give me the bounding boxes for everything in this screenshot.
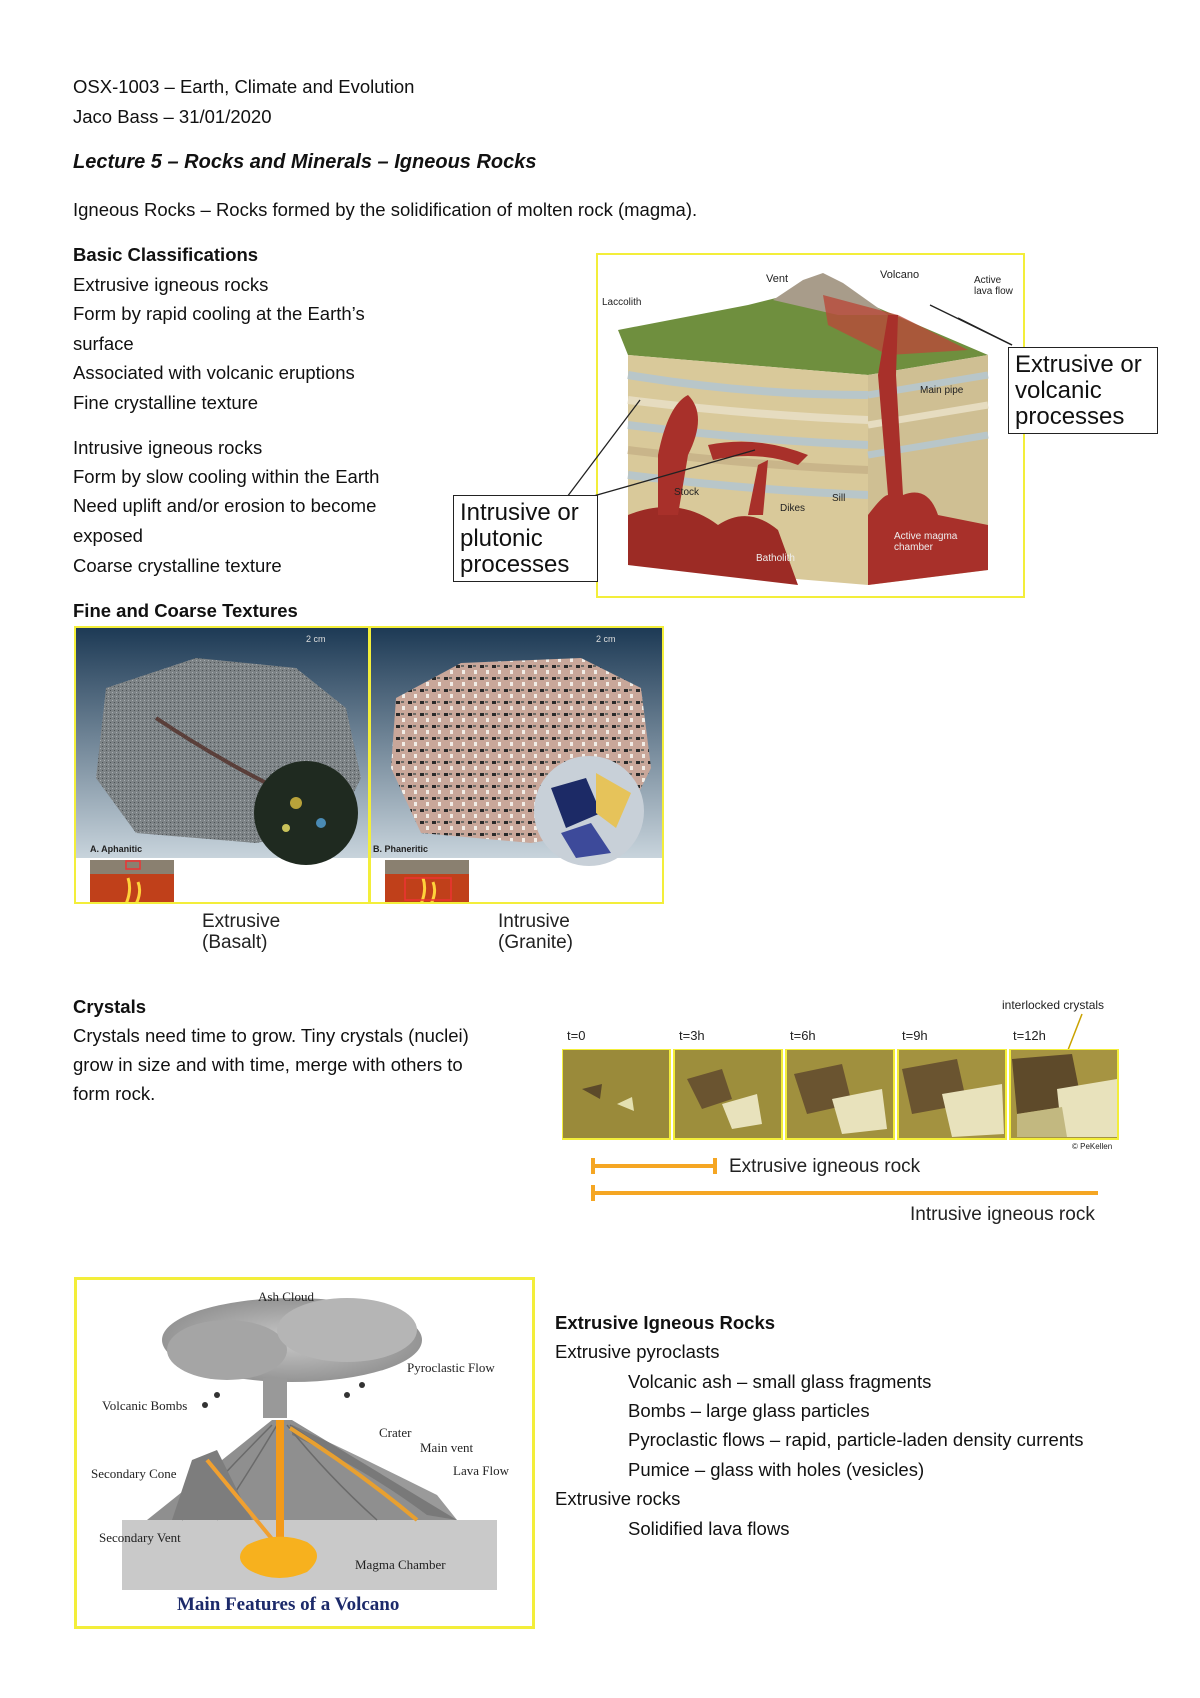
callout-extrusive-processes bbox=[1008, 347, 1158, 434]
crystals-line-1: Crystals need time to grow. Tiny crystals (nuclei) bbox=[73, 1025, 469, 1046]
intrusive-line-4: exposed bbox=[73, 525, 143, 546]
basalt-sample-image bbox=[76, 628, 370, 904]
extrusive-line-2: Form by rapid cooling at the Earth’s bbox=[73, 303, 365, 324]
textures-heading: Fine and Coarse Textures bbox=[73, 600, 298, 621]
time-label-3h: t=3h bbox=[679, 1028, 705, 1043]
intrusive-bar-label: Intrusive igneous rock bbox=[910, 1204, 1095, 1225]
extrusive-rock-item-lava: Solidified lava flows bbox=[628, 1518, 790, 1539]
crystal-growth-sequence bbox=[562, 1049, 1120, 1141]
extrusive-caption-line-1: Extrusive bbox=[202, 911, 281, 932]
label-active-lava-flow: Active lava flow bbox=[974, 275, 1013, 297]
label-pyroclastic-flow: Pyroclastic Flow bbox=[407, 1360, 495, 1375]
pyroclast-item-ash: Volcanic ash – small glass fragments bbox=[628, 1371, 932, 1392]
callout-intrusive-line-1: Intrusive or bbox=[460, 499, 579, 526]
intrusive-caption-line-2: (Granite) bbox=[498, 932, 573, 953]
intrusive-timescale-bar bbox=[593, 1185, 1098, 1201]
label-ash-cloud: Ash Cloud bbox=[258, 1289, 314, 1304]
callout-extrusive-line-1: Extrusive or bbox=[1015, 351, 1142, 378]
extrusive-line-4: Associated with volcanic eruptions bbox=[73, 362, 355, 383]
basic-classifications-heading: Basic Classifications bbox=[73, 244, 259, 265]
callout-extrusive-line-2: volcanic bbox=[1015, 377, 1102, 404]
time-label-9h: t=9h bbox=[902, 1028, 928, 1043]
callout-intrusive-processes bbox=[453, 495, 598, 582]
label-phaneritic: B. Phaneritic bbox=[373, 844, 429, 854]
label-aphanitic: A. Aphanitic bbox=[90, 844, 143, 854]
callout-intrusive-line-3: processes bbox=[460, 551, 570, 578]
callout-intrusive-line-2: plutonic bbox=[460, 525, 543, 552]
crystals-heading: Crystals bbox=[73, 996, 147, 1017]
pyroclast-item-bombs: Bombs – large glass particles bbox=[628, 1400, 870, 1421]
label-crater: Crater bbox=[379, 1425, 412, 1440]
label-batholith: Batholith bbox=[756, 553, 795, 564]
interlocked-crystals-label: interlocked crystals bbox=[1002, 998, 1105, 1012]
pyroclasts-heading: Extrusive pyroclasts bbox=[555, 1341, 720, 1362]
label-volcano: Volcano bbox=[880, 269, 920, 281]
intrusive-line-1: Intrusive igneous rocks bbox=[73, 437, 263, 458]
extrusive-line-1: Extrusive igneous rocks bbox=[73, 274, 269, 295]
volcano-features-diagram bbox=[74, 1277, 535, 1629]
label-vent: Vent bbox=[766, 273, 789, 285]
crystals-line-2: grow in size and with time, merge with others to bbox=[73, 1054, 463, 1075]
intrusive-line-5: Coarse crystalline texture bbox=[73, 555, 282, 576]
label-secondary-vent: Secondary Vent bbox=[99, 1530, 181, 1545]
label-secondary-cone: Secondary Cone bbox=[91, 1466, 177, 1481]
phaneritic-panel bbox=[369, 626, 664, 904]
callout-extrusive-line-3: processes bbox=[1015, 403, 1125, 430]
igneous-definition: Igneous Rocks – Rocks formed by the solidification of molten rock (magma). bbox=[73, 199, 698, 220]
extrusive-line-3: surface bbox=[73, 333, 134, 354]
image-credit: © PeKellen bbox=[1072, 1142, 1113, 1151]
extrusive-rocks-subheading: Extrusive rocks bbox=[555, 1488, 681, 1509]
scale-label-b: 2 cm bbox=[596, 634, 616, 644]
label-dikes: Dikes bbox=[780, 503, 806, 514]
extrusive-timescale-bar bbox=[593, 1158, 715, 1174]
label-sill: Sill bbox=[832, 493, 846, 504]
label-lava-flow: Lava Flow bbox=[453, 1463, 509, 1478]
extrusive-line-5: Fine crystalline texture bbox=[73, 392, 259, 413]
volcano-diagram-title: Main Features of a Volcano bbox=[177, 1594, 400, 1615]
course-title: OSX-1003 – Earth, Climate and Evolution bbox=[73, 76, 415, 97]
crystals-line-3: form rock. bbox=[73, 1083, 156, 1104]
intrusive-granite-caption bbox=[498, 911, 573, 953]
label-main-vent: Main vent bbox=[420, 1440, 474, 1455]
extrusive-basalt-caption bbox=[202, 911, 280, 953]
label-volcanic-bombs: Volcanic Bombs bbox=[102, 1398, 188, 1413]
time-label-6h: t=6h bbox=[790, 1028, 816, 1043]
aphanitic-panel bbox=[74, 626, 370, 904]
time-label-12h: t=12h bbox=[1013, 1028, 1046, 1043]
time-label-0: t=0 bbox=[567, 1028, 586, 1043]
intrusive-caption-line-1: Intrusive bbox=[498, 911, 570, 932]
author-date: Jaco Bass – 31/01/2020 bbox=[73, 106, 272, 127]
intrusive-line-3: Need uplift and/or erosion to become bbox=[73, 495, 377, 516]
intrusive-line-2: Form by slow cooling within the Earth bbox=[73, 466, 380, 487]
label-active-magma-chamber: Active magma chamber bbox=[894, 531, 958, 553]
extrusive-bar-label: Extrusive igneous rock bbox=[729, 1156, 921, 1177]
pyroclast-item-flows: Pyroclastic flows – rapid, particle-laden density currents bbox=[628, 1429, 1084, 1450]
extrusive-caption-line-2: (Basalt) bbox=[202, 932, 268, 953]
label-main-pipe: Main pipe bbox=[920, 385, 964, 396]
granite-sample-image bbox=[371, 628, 664, 904]
extrusive-rocks-heading: Extrusive Igneous Rocks bbox=[555, 1312, 776, 1333]
label-laccolith: Laccolith bbox=[602, 297, 642, 308]
scale-label-a: 2 cm bbox=[306, 634, 326, 644]
label-magma-chamber: Magma Chamber bbox=[355, 1557, 446, 1572]
pyroclast-item-pumice: Pumice – glass with holes (vesicles) bbox=[628, 1459, 925, 1480]
lecture-title: Lecture 5 – Rocks and Minerals – Igneous Rocks bbox=[73, 151, 537, 173]
label-stock: Stock bbox=[674, 487, 700, 498]
interlocked-pointer bbox=[1060, 1012, 1090, 1052]
